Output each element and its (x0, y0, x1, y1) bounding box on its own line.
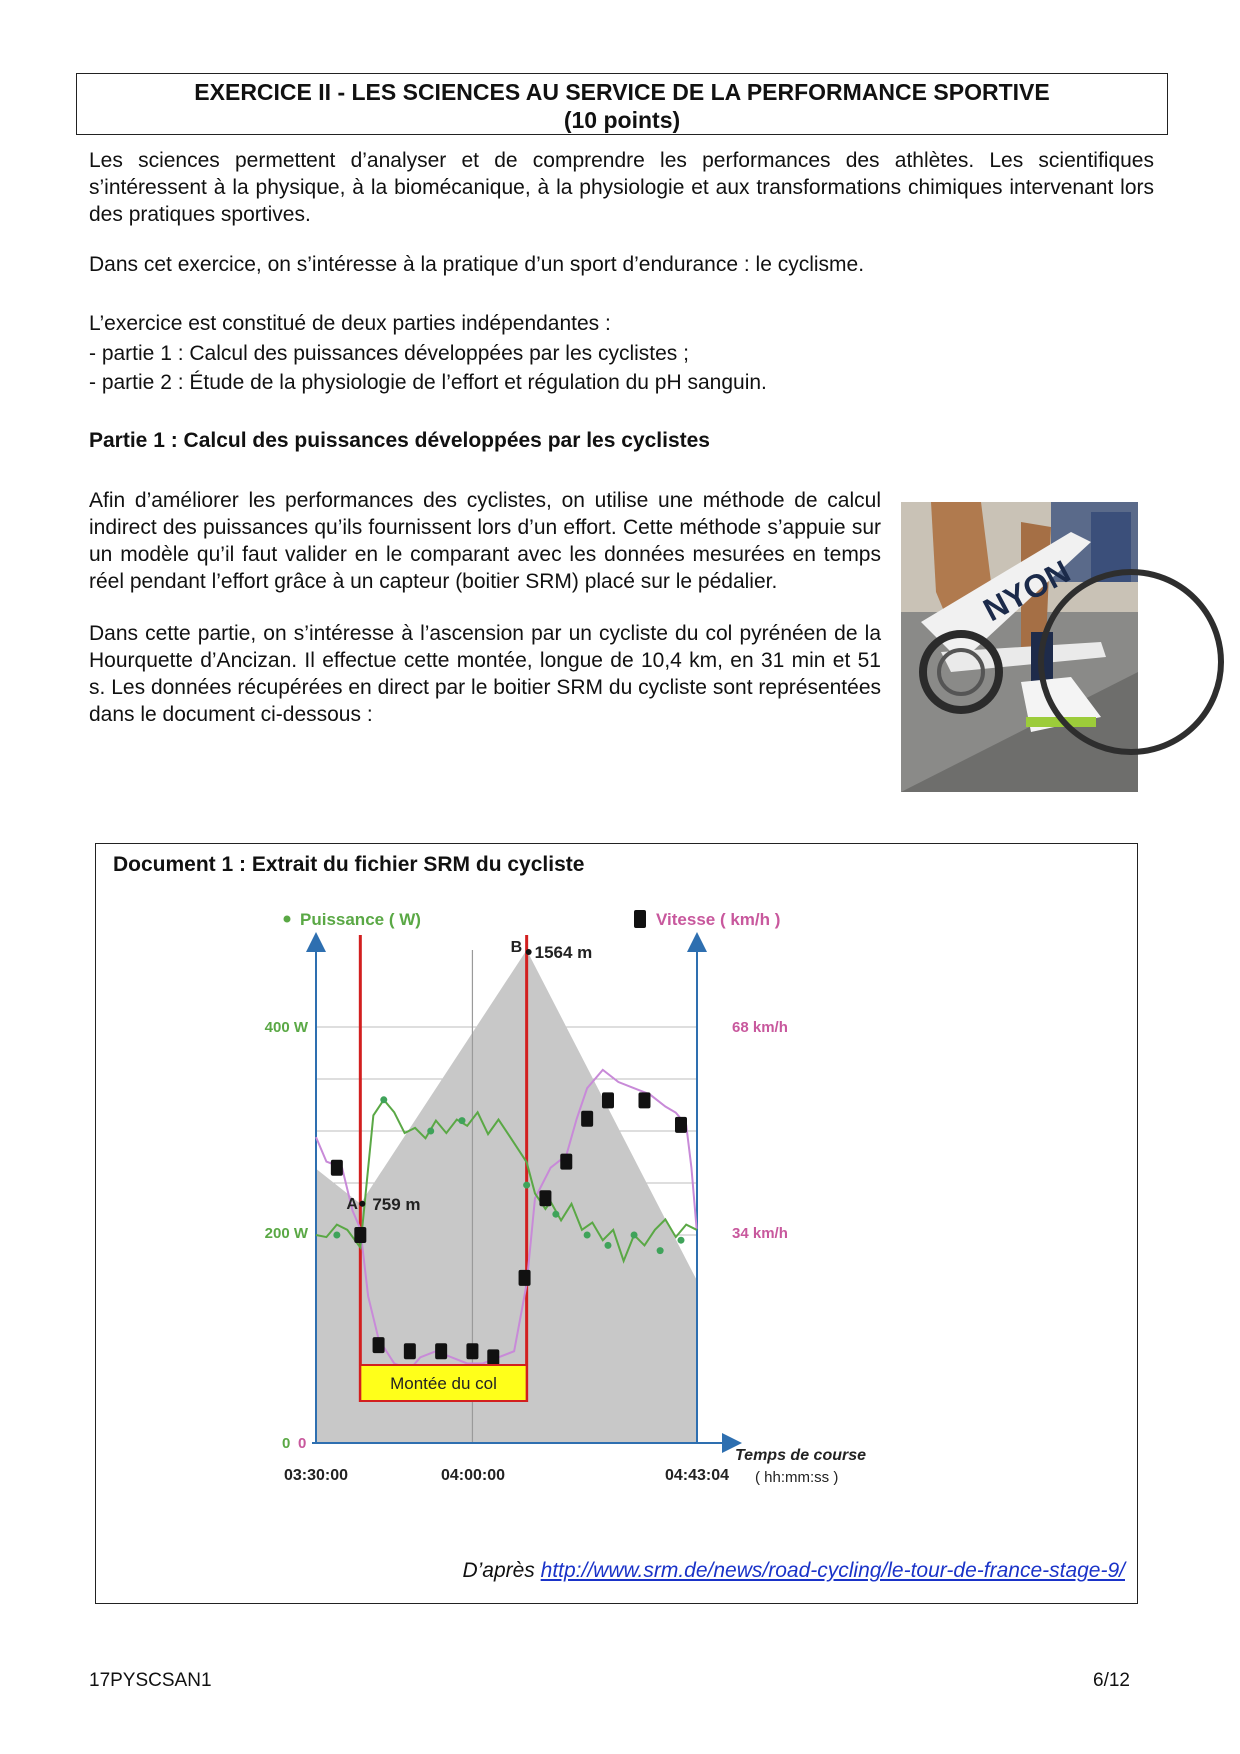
power-marker (523, 1182, 530, 1189)
speed-marker (560, 1154, 572, 1170)
intro-paragraph: Les sciences permettent d’analyser et de comprendre les performances des athlètes. Les scientifiques s’intéressent à la physique, à la biomécanique, à la physiologie et aux transformations chimiques intervenant lors des pratiques sportives. (89, 149, 1154, 226)
point-b-altitude: 1564 m (534, 943, 593, 962)
point-a-marker (359, 1201, 365, 1207)
speed-marker (435, 1343, 447, 1359)
speed-marker (404, 1343, 416, 1359)
power-marker (333, 1232, 340, 1239)
power-axis-label: Puissance ( W) (300, 910, 421, 929)
srm-chart (264, 890, 1000, 1500)
power-tick-0: 0 (282, 1435, 291, 1452)
speed-tick-34: 34 km/h (732, 1225, 788, 1242)
power-marker (552, 1211, 559, 1218)
footer-page-number: 6/12 (1093, 1670, 1130, 1691)
speed-marker (519, 1270, 531, 1286)
point-a-altitude: 759 m (372, 1194, 421, 1214)
x-axis-label: Temps de course (735, 1447, 867, 1464)
part-list-item-2: - partie 2 : Étude de la physiologie de l’effort et régulation du pH sanguin. (89, 371, 767, 394)
power-marker (584, 1232, 591, 1239)
part1-climb-paragraph: Dans cette partie, on s’intéresse à l’ascension par un cycliste du col pyrénéen de la Hourquette d’Ancizan. Il effectue cette montée, longue de 10,4 km, en 31 min et 51 s. Les données récupérées en direct par le boitier SRM du cycliste sont représentées dans le document ci-dessous : (89, 622, 881, 726)
speed-marker (331, 1160, 343, 1176)
cyclist-photo (901, 502, 1138, 792)
speed-axis-label: Vitesse ( km/h ) (656, 910, 781, 929)
power-marker (458, 1117, 465, 1124)
source-link[interactable]: http://www.srm.de/news/road-cycling/le-tour-de-france-stage-9/ (540, 1559, 1125, 1582)
speed-marker (638, 1092, 650, 1108)
speed-tick-68: 68 km/h (732, 1019, 788, 1036)
frame-brand-text: NYON (977, 552, 1076, 629)
speed-tick-0: 0 (298, 1435, 307, 1452)
power-legend-dot (284, 916, 291, 923)
srm-chart-svg (264, 890, 1000, 1500)
point-b-label: B (510, 939, 523, 956)
climb-label: Montée du col (390, 1374, 497, 1393)
exercise-title: EXERCICE II - LES SCIENCES AU SERVICE DE LA PERFORMANCE SPORTIVE (194, 79, 1050, 105)
x-axis-unit: ( hh:mm:ss ) (755, 1469, 839, 1486)
speed-marker (487, 1349, 499, 1365)
power-marker (677, 1237, 684, 1244)
power-tick-200: 200 W (264, 1225, 308, 1242)
source-prefix: D’après (462, 1559, 541, 1582)
part1-method-paragraph: Afin d’améliorer les performances des cyclistes, on utilise une méthode de calcul indirect des puissances qu’ils fournissent lors d’un effort. Cette méthode s’appuie sur un modèle qu’il faut valider en le comparant avec les données mesurées en temps réel pendant l’effort grâce à un capteur (boitier SRM) placé sur le pédalier. (89, 489, 881, 593)
exercise-title-box (76, 73, 1168, 135)
document1-source (462, 1559, 1125, 1583)
speed-marker (581, 1111, 593, 1127)
point-b-marker (526, 949, 532, 955)
speed-marker (539, 1190, 551, 1206)
speed-marker (675, 1117, 687, 1133)
speed-marker (354, 1227, 366, 1243)
power-marker (657, 1247, 664, 1254)
document1-title: Document 1 : Extrait du fichier SRM du cycliste (113, 853, 585, 876)
x-tick-end: 04:43:04 (664, 1467, 730, 1484)
exercise-points: (10 points) (563, 107, 681, 133)
speed-marker (373, 1337, 385, 1353)
power-marker (604, 1242, 611, 1249)
power-marker (380, 1096, 387, 1103)
x-tick-mid: 04:00:00 (440, 1467, 506, 1484)
footer-code: 17PYSCSAN1 (89, 1670, 212, 1691)
point-a-label: A (346, 1195, 358, 1213)
power-tick-400: 400 W (264, 1019, 308, 1036)
part1-heading: Partie 1 : Calcul des puissances développées par les cyclistes (89, 429, 710, 452)
x-tick-start: 03:30:00 (283, 1467, 349, 1484)
climb-label-box (360, 1365, 526, 1401)
speed-marker (466, 1343, 478, 1359)
power-marker (427, 1128, 434, 1135)
intro-sport-paragraph: Dans cet exercice, on s’intéresse à la pratique d’un sport d’endurance : le cyclisme. (89, 253, 865, 276)
power-marker (631, 1232, 638, 1239)
speed-marker (602, 1092, 614, 1108)
part-list-item-1: - partie 1 : Calcul des puissances développées par les cyclistes ; (89, 342, 689, 365)
intro-structure-paragraph: L’exercice est constitué de deux parties indépendantes : (89, 312, 611, 335)
speed-legend-marker (634, 910, 646, 928)
